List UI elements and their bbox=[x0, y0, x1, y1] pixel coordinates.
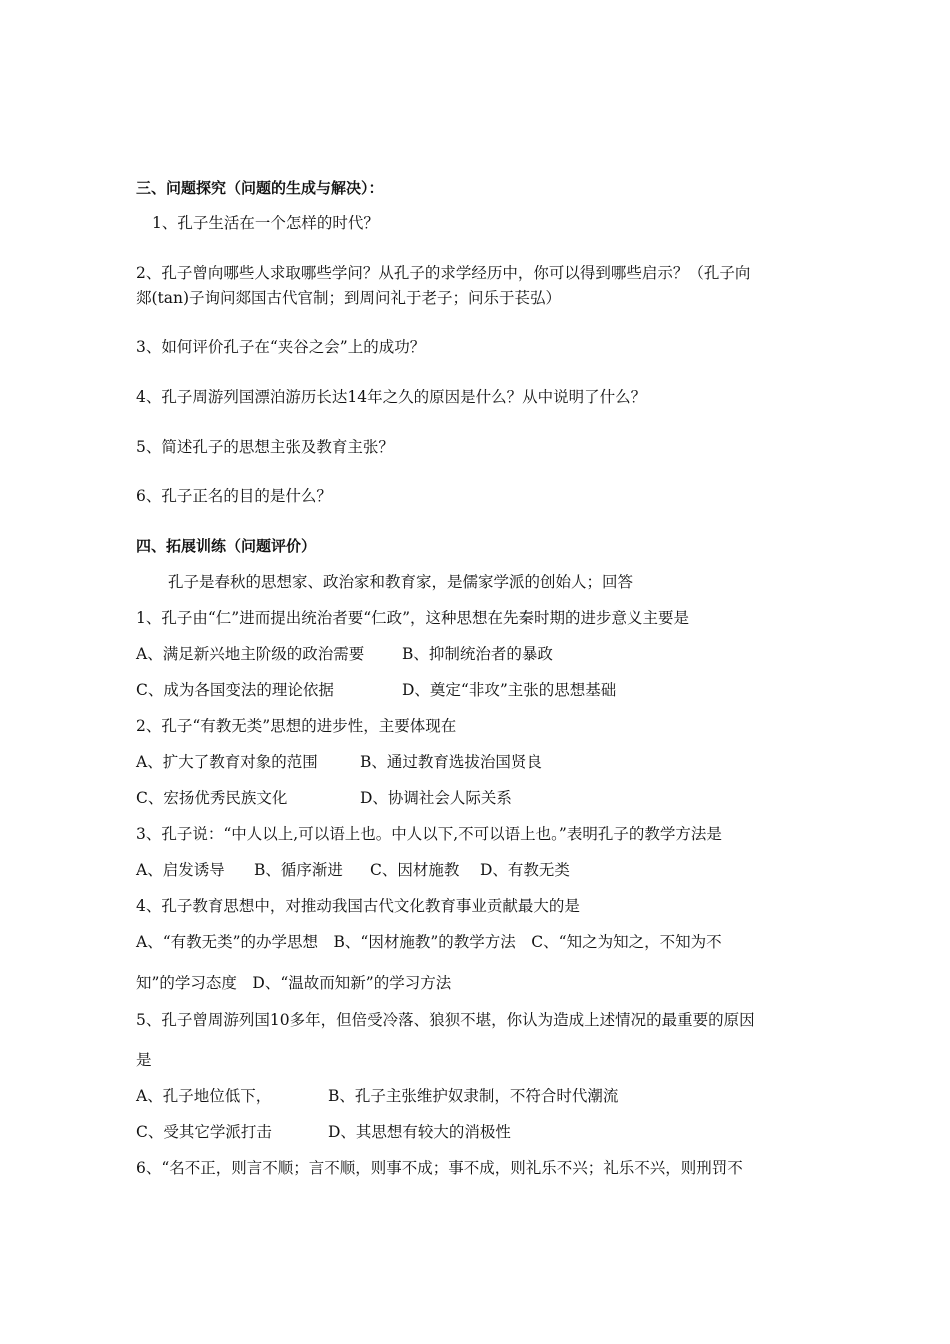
q4-options-line-2: 知”的学习态度 D、“温故而知新”的学习方法 bbox=[136, 974, 452, 992]
section4-question-3: 3、孔子说：“中人以上,可以语上也。中人以下,不可以语上也。”表明孔子的教学方法是 bbox=[136, 825, 722, 843]
q1-option-c: C、成为各国变法的理论依据 bbox=[136, 681, 334, 699]
section3-question-2-line-1: 2、孔子曾向哪些人求取哪些学问？从孔子的求学经历中，你可以得到哪些启示？（孔子向 bbox=[136, 264, 751, 282]
section4-intro: 孔子是春秋的思想家、政治家和教育家，是儒家学派的创始人；回答 bbox=[168, 573, 634, 591]
q2-option-c: C、宏扬优秀民族文化 bbox=[136, 789, 288, 807]
section3-question-5: 5、简述孔子的思想主张及教育主张？ bbox=[136, 438, 394, 456]
q5-option-b: B、孔子主张维护奴隶制，不符合时代潮流 bbox=[328, 1087, 619, 1105]
q3-option-a: A、启发诱导 bbox=[136, 861, 225, 879]
q1-option-d: D、奠定“非攻”主张的思想基础 bbox=[402, 681, 617, 699]
q3-option-c: C、因材施教 bbox=[370, 861, 460, 879]
section3-heading: 三、问题探究（问题的生成与解决）： bbox=[136, 179, 384, 197]
q2-option-d: D、协调社会人际关系 bbox=[360, 789, 512, 807]
section4-heading: 四、拓展训练（问题评价） bbox=[136, 537, 317, 555]
q5-option-c: C、受其它学派打击 bbox=[136, 1123, 272, 1141]
section3-question-2-line-2: 郯(tan)子询问郯国古代官制；到周问礼于老子；问乐于苌弘） bbox=[136, 289, 562, 307]
section3-question-6: 6、孔子正名的目的是什么？ bbox=[136, 487, 332, 505]
section4-question-1: 1、孔子由“仁”进而提出统治者要“仁政”，这种思想在先秦时期的进步意义主要是 bbox=[136, 609, 690, 627]
section4-question-6: 6、“名不正，则言不顺；言不顺，则事不成；事不成，则礼乐不兴；礼乐不兴，则刑罚不 bbox=[136, 1159, 743, 1177]
q3-option-b: B、循序渐进 bbox=[254, 861, 343, 879]
section4-question-4: 4、孔子教育思想中，对推动我国古代文化教育事业贡献最大的是 bbox=[136, 897, 580, 915]
q5-option-a: A、孔子地位低下， bbox=[136, 1087, 272, 1105]
q1-option-b: B、抑制统治者的暴政 bbox=[402, 645, 553, 663]
q5-option-d: D、其思想有较大的消极性 bbox=[328, 1123, 511, 1141]
section3-question-4: 4、孔子周游列国漂泊游历长达14年之久的原因是什么？从中说明了什么？ bbox=[136, 388, 647, 406]
section3-question-3: 3、如何评价孔子在“夹谷之会”上的成功？ bbox=[136, 338, 426, 356]
q2-option-b: B、通过教育选拔治国贤良 bbox=[360, 753, 542, 771]
section4-question-5-line-2: 是 bbox=[136, 1051, 152, 1069]
q4-options-line-1: A、“有教无类”的办学思想 B、“因材施教”的教学方法 C、“知之为知之，不知为不 bbox=[136, 933, 722, 951]
section4-question-5-line-1: 5、孔子曾周游列国10多年，但倍受冷落、狼狈不堪，你认为造成上述情况的最重要的原因 bbox=[136, 1011, 755, 1029]
q3-option-d: D、有教无类 bbox=[480, 861, 570, 879]
section4-question-2: 2、孔子“有教无类”思想的进步性，主要体现在 bbox=[136, 717, 457, 735]
q2-option-a: A、扩大了教育对象的范围 bbox=[136, 753, 318, 771]
section3-question-1: 1、孔子生活在一个怎样的时代？ bbox=[152, 214, 379, 232]
q1-option-a: A、满足新兴地主阶级的政治需要 bbox=[136, 645, 365, 663]
